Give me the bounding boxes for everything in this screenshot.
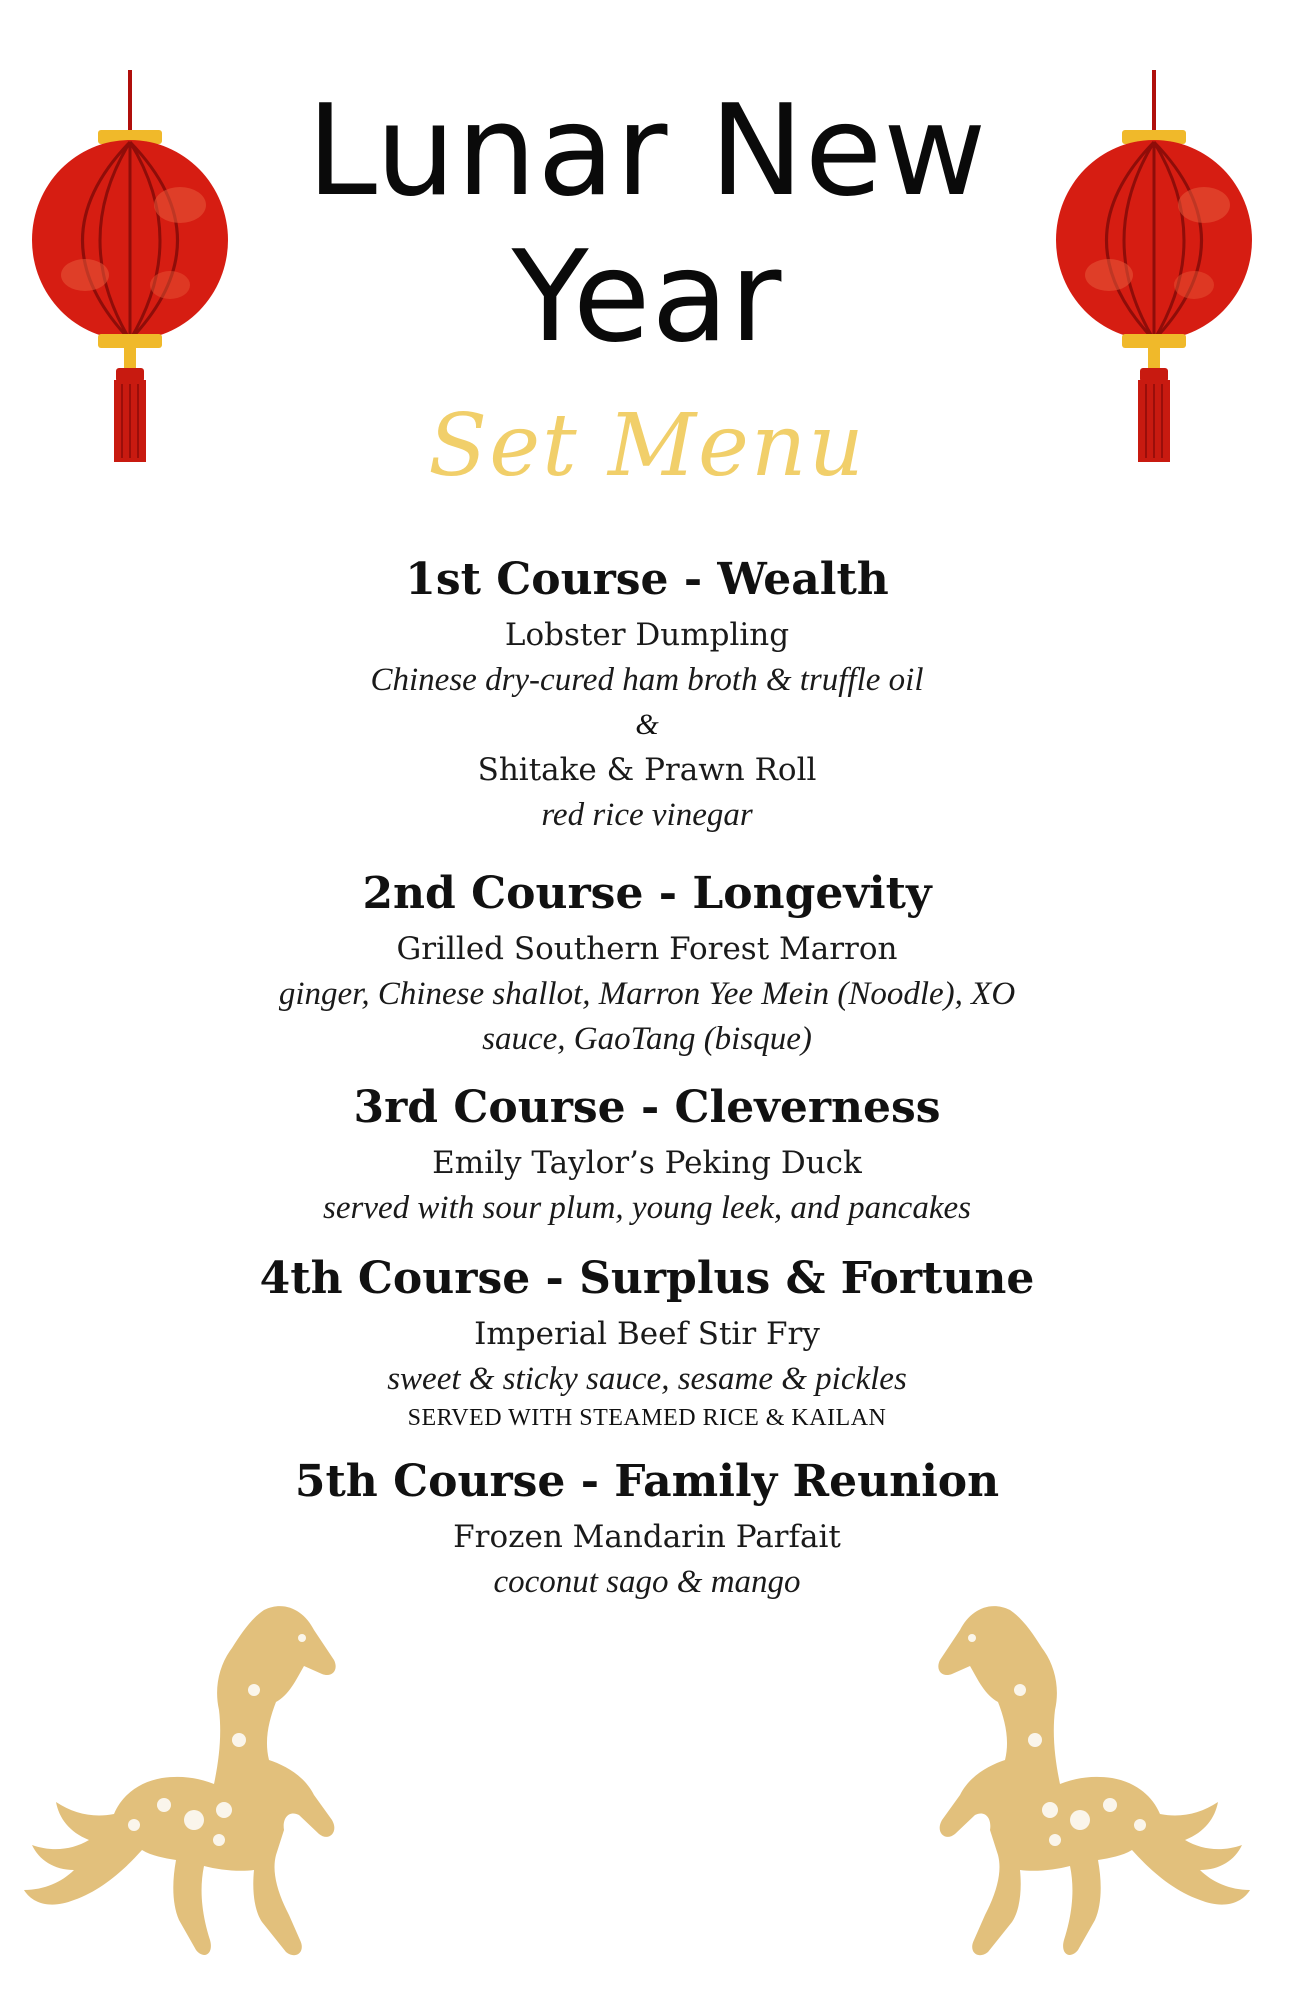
- dish-name: Grilled Southern Forest Marron: [396, 931, 898, 967]
- dish-name: Emily Taylor’s Peking Duck: [432, 1145, 862, 1181]
- gold-horse-icon: [900, 1570, 1260, 1990]
- dish-description: coconut sago & mango: [493, 1564, 801, 1600]
- dish-name: Imperial Beef Stir Fry: [474, 1316, 820, 1352]
- title-line-1: Lunar New: [306, 77, 988, 224]
- dish-name: Shitake & Prawn Roll: [477, 752, 817, 788]
- ampersand-separator: &: [635, 708, 659, 741]
- dish-description: sweet & sticky sauce, sesame & pickles: [387, 1361, 907, 1397]
- gold-horse-icon: [14, 1570, 374, 1990]
- page-subtitle: Set Menu: [428, 396, 866, 496]
- course-title: 1st Course - Wealth: [405, 554, 889, 605]
- course-1: [200, 548, 1094, 838]
- course-4: [200, 1247, 1094, 1434]
- dish-description: served with sour plum, young leek, and pancakes: [323, 1190, 971, 1226]
- course-title: 3rd Course - Cleverness: [353, 1082, 941, 1133]
- course-title: 2nd Course - Longevity: [362, 868, 932, 919]
- course-title: 4th Course - Surplus & Fortune: [259, 1253, 1035, 1304]
- dish-note: SERVED WITH STEAMED RICE & KAILAN: [407, 1405, 887, 1431]
- dish-description: Chinese dry-cured ham broth & truffle oil: [370, 662, 924, 698]
- course-title: 5th Course - Family Reunion: [294, 1456, 1000, 1507]
- page-title: [0, 78, 1294, 370]
- dish-description: ginger, Chinese shallot, Marron Yee Mein (Noodle), XO: [278, 976, 1016, 1012]
- title-line-2: Year: [511, 223, 783, 370]
- course-2: [200, 862, 1094, 1062]
- dish-description: sauce, GaoTang (bisque): [482, 1021, 812, 1057]
- course-3: [200, 1076, 1094, 1231]
- dish-name: Lobster Dumpling: [504, 617, 790, 653]
- dish-description: red rice vinegar: [541, 797, 753, 833]
- dish-name: Frozen Mandarin Parfait: [453, 1519, 841, 1555]
- course-list: [200, 548, 1094, 1605]
